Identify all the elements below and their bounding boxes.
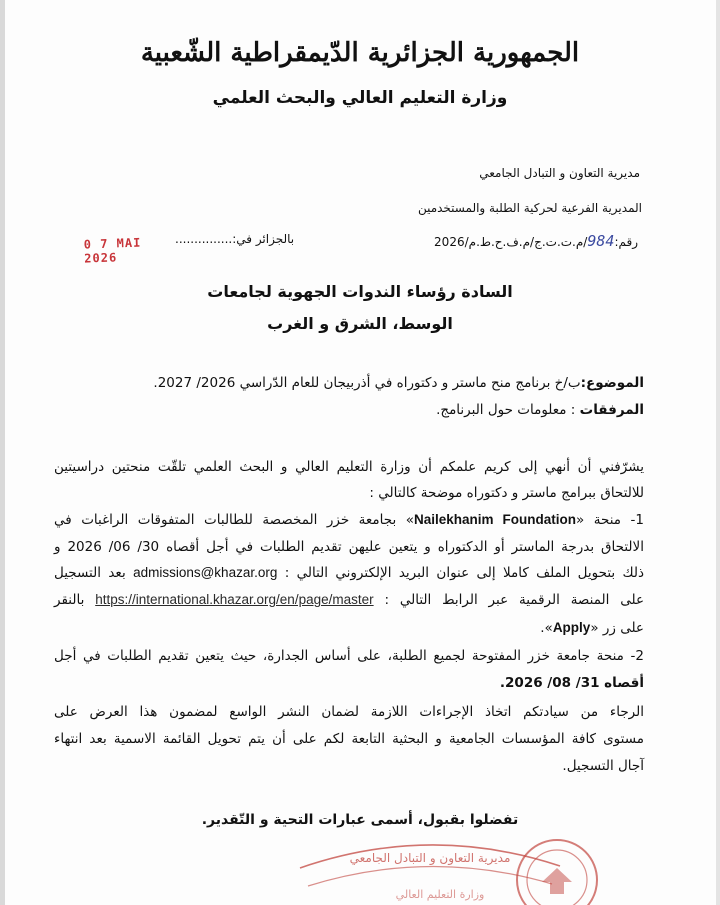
subject-label: الموضوع: — [580, 375, 644, 391]
reference-suffix: /م.ت.ت.ج/م.ف.ح.ط.م/2026 — [434, 235, 588, 249]
ministry-heading: وزارة التعليم العالي والبحث العلمي — [212, 88, 508, 108]
right-edge — [716, 0, 720, 905]
para1-line3-a: ذلك بتحويل الملف كاملا إلى عنوان البريد الإلكتروني التالي : — [284, 565, 645, 581]
para3-line-1: الرجاء من سيادتكم اتخاذ الإجراءات اللازمة لضمان النشر الواسع لمضمون هذا العرض على — [54, 704, 644, 720]
subject-text: ب/خ برنامج منح ماستر و دكتوراه في أذربيجان للعام الدّراسي 2026/ 2027. — [153, 375, 581, 391]
office-stamp-text: مديرية التعاون و التبادل الجامعي — [349, 851, 511, 865]
para2-line-1: 2- منحة جامعة خزر المفتوحة لجميع الطلبة، على أساس الجدارة، حيث يتعين تقديم الطلبات في أجل — [54, 648, 644, 664]
place-date-line: بالجزائر في:............... — [175, 232, 295, 246]
para1-line-3 — [54, 565, 644, 581]
para1-b: » بجامعة خزر المخصصة للطالبات المتفوقات الراغبات في — [54, 512, 415, 528]
attachments-label: المرفقات — [579, 402, 644, 418]
apply-label: Apply — [552, 620, 591, 635]
program-link[interactable]: https://international.khazar.org/en/page/master — [95, 592, 374, 607]
para1-line4-a: على المنصة الرقمية عبر الرابط التالي : — [384, 592, 644, 608]
para1-line-5 — [54, 620, 644, 636]
foundation-name: Nailekhanim Foundation — [414, 512, 576, 527]
date-stamp: 0 7 MAI 2026 — [83, 235, 142, 266]
para3-line-3: آجال التسجيل. — [562, 758, 644, 774]
recipient-line-1: السادة رؤساء الندوات الجهوية لجامعات — [207, 282, 513, 301]
recipient-line-2: الوسط، الشرق و الغرب — [267, 314, 453, 333]
para1-a: 1- منحة « — [576, 512, 644, 528]
subject-line — [54, 375, 644, 391]
para1-line5-a: على زر « — [590, 620, 644, 636]
reference-prefix: رقم: — [614, 235, 638, 249]
left-edge — [0, 0, 5, 905]
attachments-line — [54, 402, 644, 418]
closing-formula: تفضلوا بقبول، أسمى عبارات التحية و التّقدير. — [201, 812, 519, 828]
body-intro-line-2: للالتحاق ببرامج ماستر و دكتوراه موضحة كالتالي : — [369, 485, 644, 501]
admissions-email[interactable]: admissions@khazar.org — [133, 565, 278, 580]
body-intro-line-1: يشرّفني أن أنهي إلى كريم علمكم أن وزارة التعليم العالي و البحث العلمي تلقّت منحتين دراسيتين — [54, 459, 644, 475]
attachments-text: : معلومات حول البرنامج. — [436, 402, 576, 418]
svg-text:وزارة التعليم العالي: وزارة التعليم العالي — [395, 888, 485, 901]
directorate-name: مديرية التعاون و التبادل الجامعي — [479, 166, 640, 180]
para3-line-2: مستوى كافة المؤسسات الجامعية و البحثية التابعة لكم على أن يتم تحويل القائمة الاسمية بعد انتهاء — [54, 731, 644, 747]
republic-heading: الجمهورية الجزائرية الدّيمقراطية الشّعبية — [140, 38, 580, 68]
para1-line-4 — [54, 592, 644, 608]
para1-line4-b: بالنقر — [54, 592, 85, 608]
round-seal — [512, 832, 602, 905]
reference-handwritten-number: 984 — [587, 232, 615, 250]
subdirectorate-name: المديرية الفرعية لحركية الطلبة والمستخدمين — [417, 201, 642, 215]
para2-line-2: أقصاه 31/ 08/ 2026. — [499, 675, 644, 691]
para1-line5-b: ». — [540, 620, 553, 636]
reference-number — [434, 232, 638, 250]
para1-line3-b: بعد التسجيل — [54, 565, 126, 581]
para1-line-1 — [54, 512, 644, 528]
para1-line-2: الالتحاق بدرجة الماستر أو الدكتوراه و يتعين عليهن تقديم الطلبات في أجل أقصاه 30/ 06/ 2026 و — [54, 539, 644, 555]
